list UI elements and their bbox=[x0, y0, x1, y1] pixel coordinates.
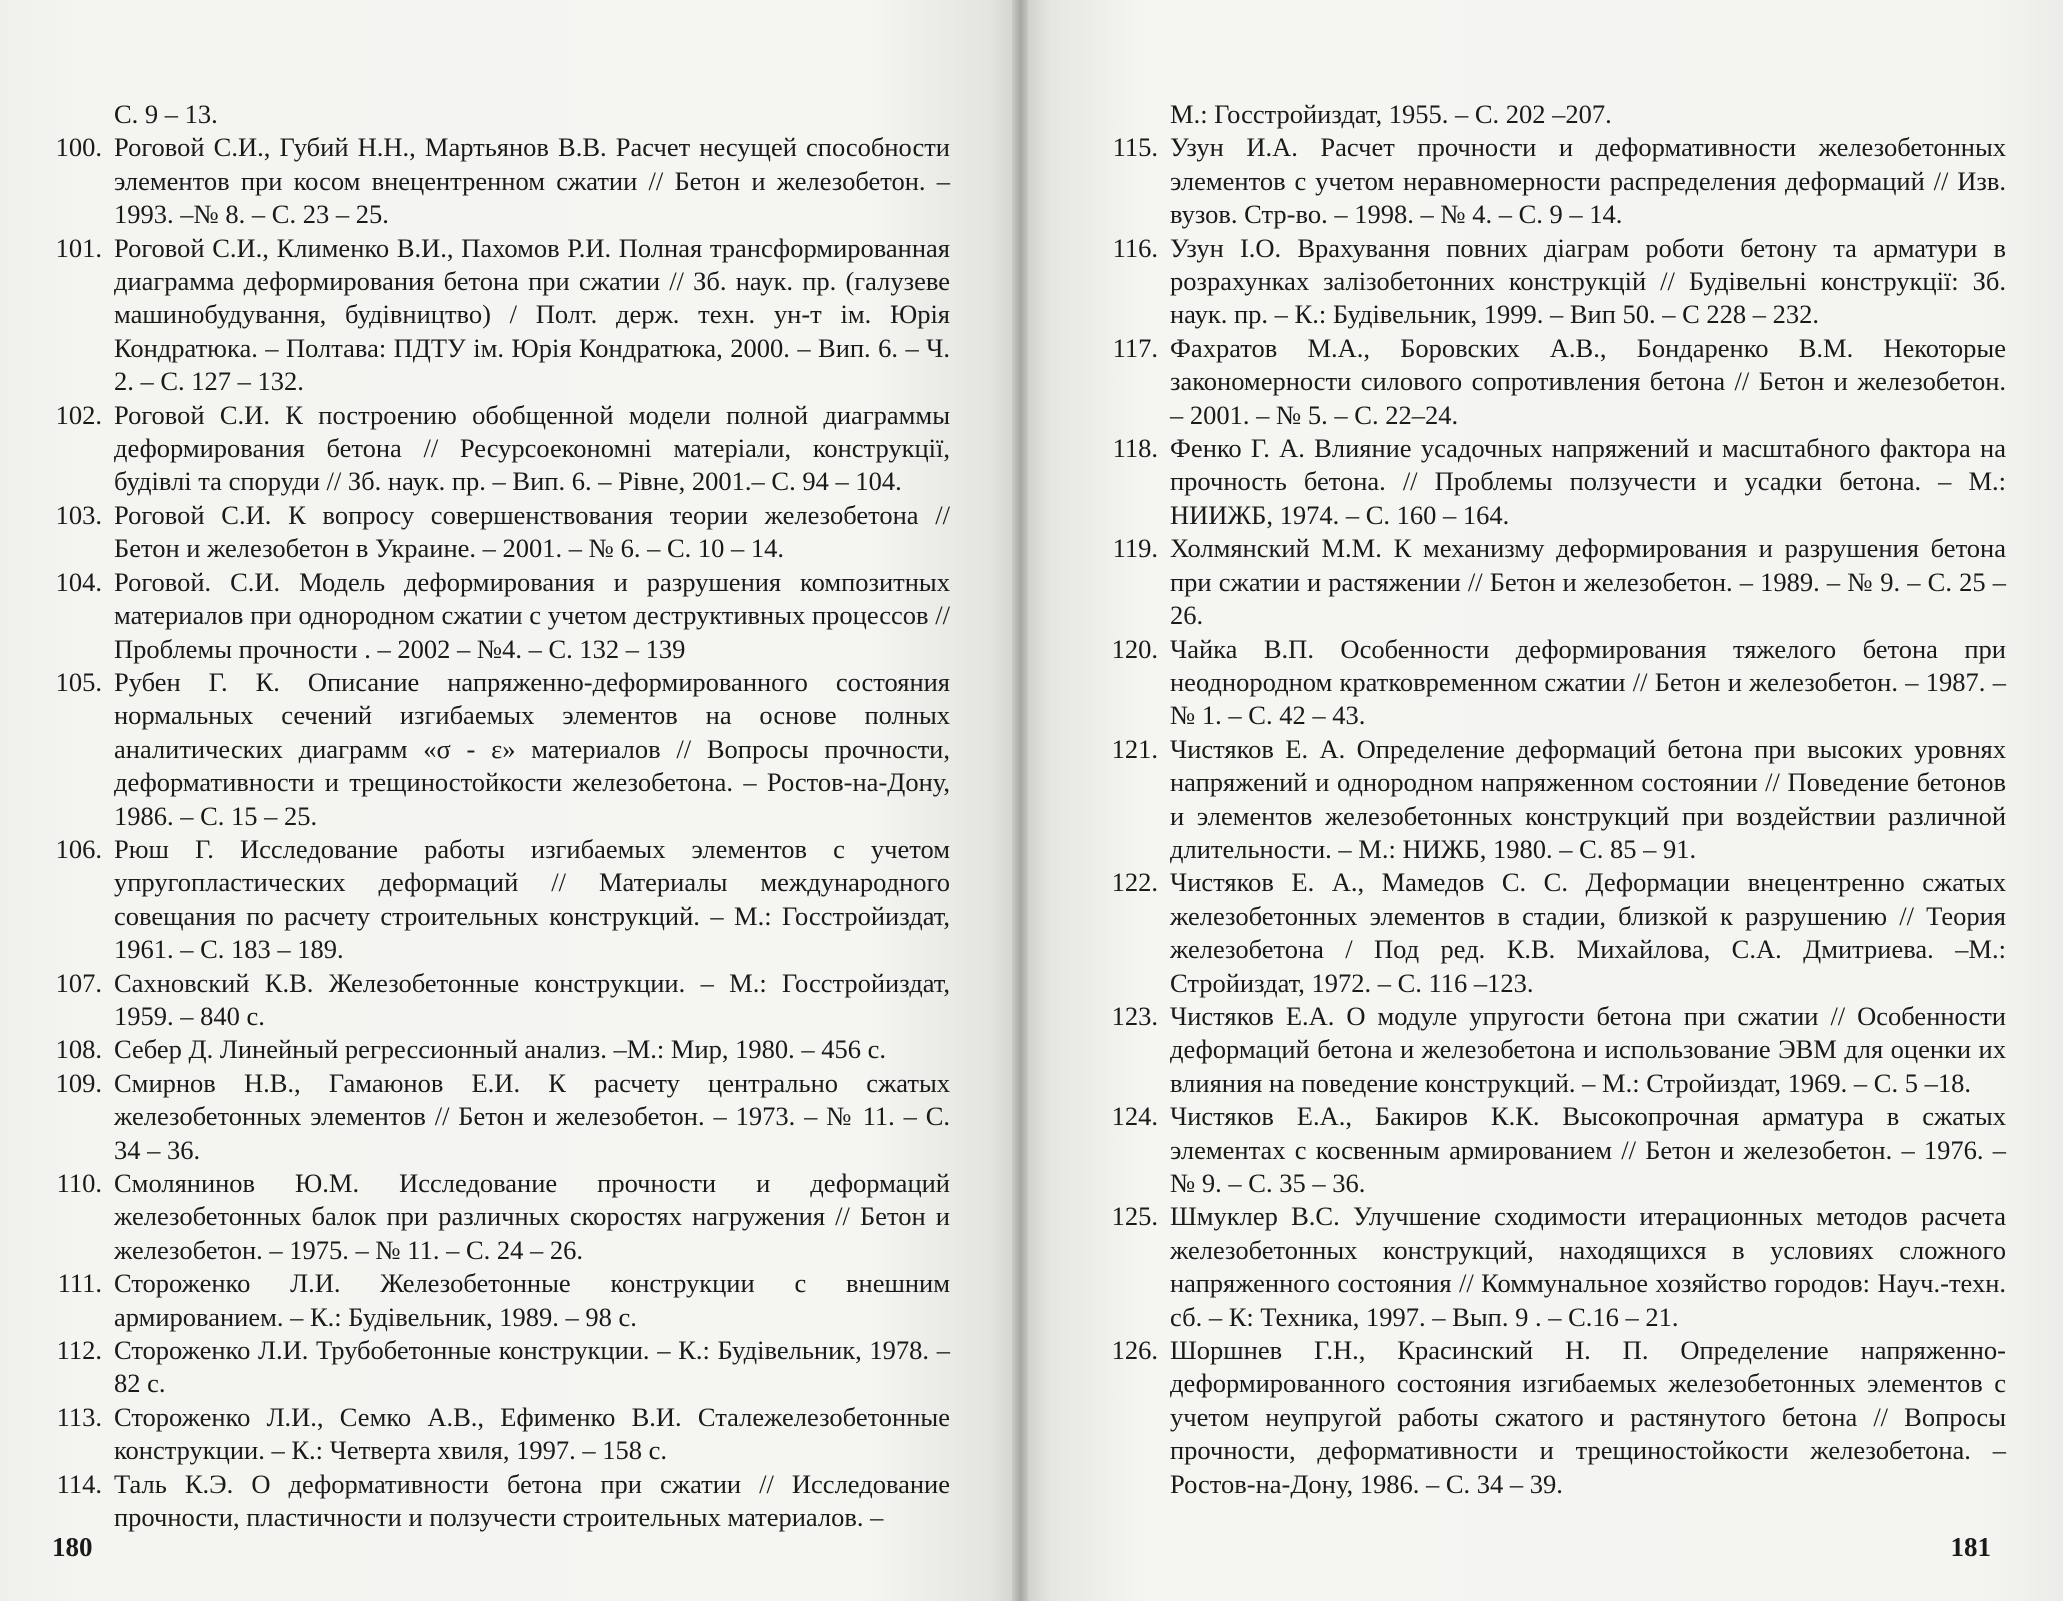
left-reference-list bbox=[40, 131, 950, 1534]
reference-number: 102. bbox=[55, 399, 102, 430]
right-reference-column bbox=[1096, 98, 2006, 1501]
reference-number: 111. bbox=[57, 1268, 102, 1299]
reference-number: 107. bbox=[55, 967, 102, 998]
reference-entry bbox=[1096, 1100, 2006, 1200]
right-reference-list bbox=[1096, 131, 2006, 1501]
reference-entry bbox=[40, 499, 950, 566]
reference-entry bbox=[40, 967, 950, 1034]
reference-number: 116. bbox=[1112, 232, 1158, 263]
page-number-right: 181 bbox=[1950, 1532, 1991, 1562]
reference-text: Роговой С.И., Клименко В.И., Пахомов Р.И. Полная трансформированная диаграмма деформирования бетона при сжатии // Зб. наук. пр. (галузеве машинобудування, будівництво) / Полт. держ. техн. ун-т ім. Юрія Кондратюка. – Полтава: ПДТУ ім. Юрія Кондратюка, 2000. – Вип. 6. – Ч. 2. – С. 127 – 132. bbox=[114, 232, 950, 397]
book-gutter bbox=[1012, 0, 1028, 1601]
reference-number: 121. bbox=[1111, 733, 1158, 764]
reference-entry bbox=[1096, 332, 2006, 432]
reference-entry bbox=[1096, 1200, 2006, 1334]
right-continuation-line: М.: Госстройиздат, 1955. – С. 202 –207. bbox=[1170, 99, 1612, 129]
reference-number: 126. bbox=[1111, 1335, 1158, 1366]
reference-number: 114. bbox=[56, 1468, 102, 1499]
left-continuation-line: С. 9 – 13. bbox=[114, 99, 218, 129]
reference-text: Рубен Г. К. Описание напряженно-деформированного состояния нормальных сечений изгибаемых элементов на основе полных аналитических диаграмм «σ - ε» материалов // Вопросы прочности, деформативности и трещиностойкости железобетона. – Ростов-на-Дону, 1986. – С. 15 – 25. bbox=[114, 666, 950, 831]
reference-number: 103. bbox=[55, 499, 102, 530]
reference-number: 117. bbox=[1112, 332, 1158, 363]
reference-number: 110. bbox=[56, 1168, 102, 1198]
reference-text: Стороженко Л.И., Семко А.В., Ефименко В.И. Сталежелезобетонные конструкции. – К.: Четверта хвиля, 1997. – 158 с. bbox=[114, 1401, 950, 1466]
reference-text: Сахновский К.В. Железобетонные конструкции. – М.: Госстройиздат, 1959. – 840 с. bbox=[114, 967, 950, 1031]
reference-entry bbox=[1096, 866, 2006, 1000]
reference-number: 118. bbox=[1112, 433, 1158, 464]
reference-number: 105. bbox=[55, 666, 102, 697]
reference-entry bbox=[40, 399, 950, 499]
reference-entry bbox=[40, 566, 950, 666]
reference-entry bbox=[40, 1334, 950, 1401]
reference-text: Стороженко Л.И. Трубобетонные конструкции. – К.: Будівельник, 1978. – 82 с. bbox=[114, 1335, 950, 1399]
reference-number: 120. bbox=[1111, 633, 1158, 664]
reference-entry bbox=[1096, 1000, 2006, 1100]
reference-text: Узун І.О. Врахування повних діаграм роботи бетону та арматури в розрахунках залізобетонних конструкцій // Будівельні конструкції: Зб. наук. пр. – К.: Будівельник, 1999. – Вип 50. – С 228 – 232. bbox=[1170, 232, 2006, 330]
reference-number: 109. bbox=[55, 1067, 102, 1098]
reference-number: 124. bbox=[1111, 1101, 1158, 1132]
reference-number: 101. bbox=[55, 232, 102, 263]
reference-entry bbox=[40, 1033, 950, 1066]
reference-number: 104. bbox=[55, 566, 102, 597]
reference-entry bbox=[40, 1067, 950, 1167]
reference-number: 125. bbox=[1111, 1201, 1158, 1232]
reference-entry bbox=[40, 1468, 950, 1535]
reference-entry bbox=[1096, 1334, 2006, 1501]
reference-number: 106. bbox=[55, 833, 102, 864]
reference-number: 113. bbox=[56, 1401, 102, 1432]
reference-text: Смолянинов Ю.М. Исследование прочности и деформаций железобетонных балок при различных скоростях нагружения // Бетон и железобетон. – 1975. – № 11. – С. 24 – 26. bbox=[114, 1168, 950, 1265]
reference-text: Рюш Г. Исследование работы изгибаемых элементов с учетом упругопластических деформаций // Материалы международного совещания по расчету строительных конструкций. – М.: Госстройиздат, 1961. – С. 183 – 189. bbox=[114, 833, 950, 965]
reference-entry bbox=[1096, 532, 2006, 632]
reference-text: Чистяков Е. А. Определение деформаций бетона при высоких уровнях напряжений и однородном напряженном состоянии // Поведение бетонов и элементов железобетонных конструкций при воздействии различной длительности. – М.: НИЖБ, 1980. – С. 85 – 91. bbox=[1170, 733, 2006, 864]
reference-text: Шоршнев Г.Н., Красинский Н. П. Определение напряженно-деформированного состояния изгибаемых железобетонных элементов с учетом неупругой работы сжатого и растянутого бетона // Вопросы прочности, деформативности и трещиностойкости железобетона. – Ростов-на-Дону, 1986. – С. 34 – 39. bbox=[1170, 1335, 2006, 1499]
page-number-left: 180 bbox=[52, 1532, 93, 1562]
reference-entry bbox=[1096, 733, 2006, 867]
right-page bbox=[1020, 0, 2063, 1601]
reference-entry bbox=[1096, 131, 2006, 231]
reference-entry bbox=[1096, 432, 2006, 532]
reference-text: Холмянский М.М. К механизму деформирования и разрушения бетона при сжатии и растяжении // Бетон и железобетон. – 1989. – № 9. – С. 25 – 26. bbox=[1170, 533, 2006, 631]
reference-text: Роговой. С.И. Модель деформирования и разрушения композитных материалов при однородном сжатии с учетом деструктивных процессов // Проблемы прочности . – 2002 – №4. – С. 132 – 139 bbox=[114, 566, 950, 664]
left-page bbox=[0, 0, 1020, 1601]
reference-text: Смирнов Н.В., Гамаюнов Е.И. К расчету центрально сжатых железобетонных элементов // Бетон и железобетон. – 1973. – № 11. – С. 34 – 36. bbox=[114, 1067, 950, 1165]
reference-text: Роговой С.И. К построению обобщенной модели полной диаграммы деформирования бетона // Ресурсоекономні матеріали, конструкції, будівлі та споруди // Зб. наук. пр. – Вип. 6. – Рівне, 2001.– С. 94 – 104. bbox=[114, 399, 950, 497]
reference-entry bbox=[40, 1167, 950, 1267]
reference-entry bbox=[1096, 232, 2006, 332]
reference-text: Чистяков Е. А., Мамедов С. С. Деформации внецентренно сжатых железобетонных элементов в стадии, близкой к разрушению // Теория железобетона / Под ред. К.В. Михайлова, С.А. Дмитриева. –М.: Стройиздат, 1972. – С. 116 –123. bbox=[1170, 867, 2006, 998]
reference-text: Роговой С.И. К вопросу совершенствования теории железобетона // Бетон и железобетон в Украине. – 2001. – № 6. – С. 10 – 14. bbox=[114, 499, 950, 564]
reference-entry bbox=[1096, 633, 2006, 733]
reference-entry bbox=[40, 1267, 950, 1334]
reference-text: Шмуклер В.С. Улучшение сходимости итерационных методов расчета железобетонных конструкций, находящихся в условиях сложного напряженного состояния // Коммунальное хозяйство городов: Науч.-техн. сб. – К: Техника, 1997. – Вып. 9 . – С.16 – 21. bbox=[1170, 1201, 2006, 1332]
reference-text: Стороженко Л.И. Железобетонные конструкции с внешним армированием. – К.: Будівельник, 1989. – 98 с. bbox=[114, 1268, 950, 1332]
reference-number: 123. bbox=[1111, 1000, 1158, 1031]
left-reference-column bbox=[40, 98, 950, 1534]
reference-text: Фенко Г. А. Влияние усадочных напряжений и масштабного фактора на прочность бетона. // Проблемы ползучести и усадки бетона. – М.: НИИЖБ, 1974. – С. 160 – 164. bbox=[1170, 433, 2006, 530]
reference-text: Фахратов М.А., Боровских А.В., Бондаренко В.М. Некоторые закономерности силового сопротивления бетона // Бетон и железобетон. – 2001. – № 5. – С. 22–24. bbox=[1170, 332, 2006, 430]
reference-text: Чайка В.П. Особенности деформирования тяжелого бетона при неоднородном кратковременном сжатии // Бетон и железобетон. – 1987. – № 1. – С. 42 – 43. bbox=[1170, 633, 2006, 731]
reference-text: Узун И.А. Расчет прочности и деформативности железобетонных элементов с учетом неравномерности распределения деформаций // Изв. вузов. Стр-во. – 1998. – № 4. – С. 9 – 14. bbox=[1170, 132, 2006, 230]
reference-number: 100. bbox=[55, 132, 102, 163]
reference-text: Чистяков Е.А. О модуле упругости бетона при сжатии // Особенности деформаций бетона и железобетона и использование ЭВМ для оценки их влияния на поведение конструкций. – М.: Стройиздат, 1969. – С. 5 –18. bbox=[1170, 1000, 2006, 1098]
reference-number: 108. bbox=[55, 1034, 102, 1065]
reference-entry bbox=[40, 232, 950, 399]
reference-text: Себер Д. Линейный регрессионный анализ. –М.: Мир, 1980. – 456 с. bbox=[114, 1034, 887, 1065]
reference-entry bbox=[40, 131, 950, 231]
reference-number: 122. bbox=[1111, 867, 1158, 898]
reference-text: Таль К.Э. О деформативности бетона при сжатии // Исследование прочности, пластичности и ползучести строительных материалов. – bbox=[114, 1468, 950, 1533]
reference-entry bbox=[40, 833, 950, 967]
reference-entry bbox=[40, 1401, 950, 1468]
reference-number: 119. bbox=[1112, 533, 1158, 564]
reference-text: Роговой С.И., Губий Н.Н., Мартьянов В.В. Расчет несущей способности элементов при косом внецентренном сжатии // Бетон и железобетон. – 1993. –№ 8. – С. 23 – 25. bbox=[114, 132, 950, 230]
reference-number: 112. bbox=[56, 1335, 102, 1366]
reference-number: 115. bbox=[1112, 132, 1158, 163]
reference-entry bbox=[40, 666, 950, 833]
reference-text: Чистяков Е.А., Бакиров К.К. Высокопрочная арматура в сжатых элементах с косвенным армированием // Бетон и железобетон. – 1976. – № 9. – С. 35 – 36. bbox=[1170, 1101, 2006, 1198]
